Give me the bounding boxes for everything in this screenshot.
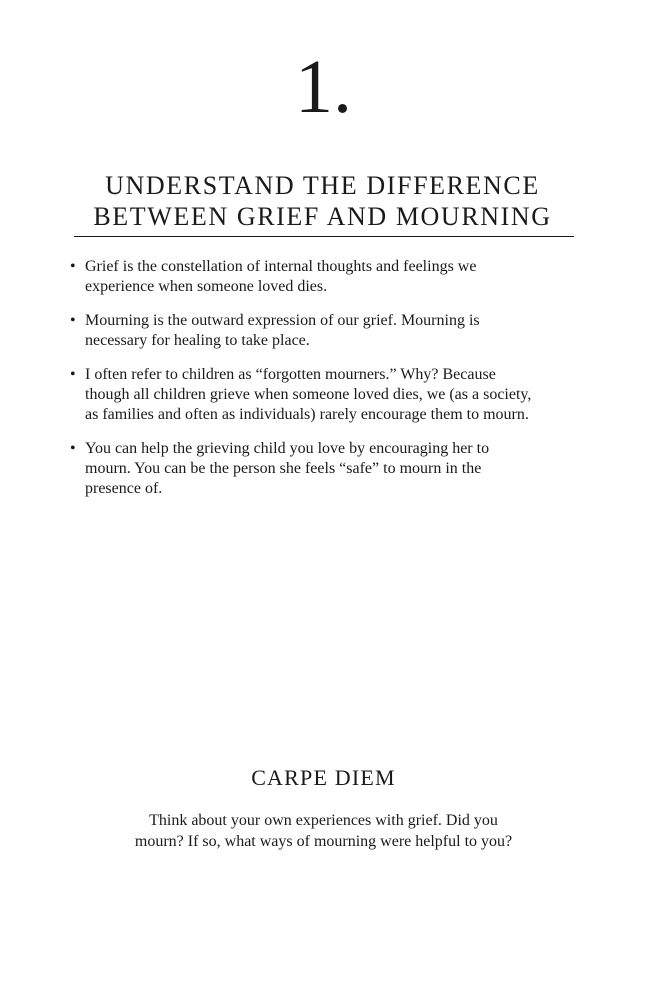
carpe-diem-text <box>100 810 547 852</box>
carpe-diem-text-line: mourn? If so, what ways of mourning were helpful to you? <box>134 833 513 850</box>
bullet-text-line: experience when someone loved dies. <box>85 278 328 295</box>
chapter-number: 1. <box>295 45 352 129</box>
bullet-item <box>70 365 570 425</box>
bullet-icon: • <box>70 440 76 457</box>
chapter-title-line: UNDERSTAND THE DIFFERENCE <box>105 171 540 200</box>
bullet-item <box>70 257 570 297</box>
bullet-text-line: as families and often as individuals) rarely encourage them to mourn. <box>85 406 529 423</box>
bullet-icon: • <box>70 258 76 275</box>
bullet-text-line: Grief is the constellation of internal thoughts and feelings we <box>85 258 477 275</box>
bullet-text-line: mourn. You can be the person she feels “safe” to mourn in the <box>85 460 482 477</box>
bullet-item <box>70 439 570 499</box>
bullet-text-line: though all children grieve when someone loved dies, we (as a society, <box>85 386 532 403</box>
bullet-icon: • <box>70 366 76 383</box>
bullet-text-line: You can help the grieving child you love by encouraging her to <box>85 440 490 457</box>
bullet-list <box>70 257 570 513</box>
bullet-item <box>70 311 570 351</box>
chapter-title <box>70 170 575 232</box>
bullet-icon: • <box>70 312 76 329</box>
chapter-title-line: BETWEEN GRIEF AND MOURNING <box>93 202 552 231</box>
bullet-text-line: necessary for healing to take place. <box>85 332 310 349</box>
title-divider <box>74 236 574 237</box>
bullet-text-line: presence of. <box>85 480 163 497</box>
bullet-text-line: Mourning is the outward expression of our grief. Mourning is <box>85 312 480 329</box>
carpe-diem-text-line: Think about your own experiences with grief. Did you <box>149 812 498 829</box>
carpe-diem-heading: CARPE DIEM <box>251 765 396 790</box>
bullet-text-line: I often refer to children as “forgotten mourners.” Why? Because <box>85 366 496 383</box>
